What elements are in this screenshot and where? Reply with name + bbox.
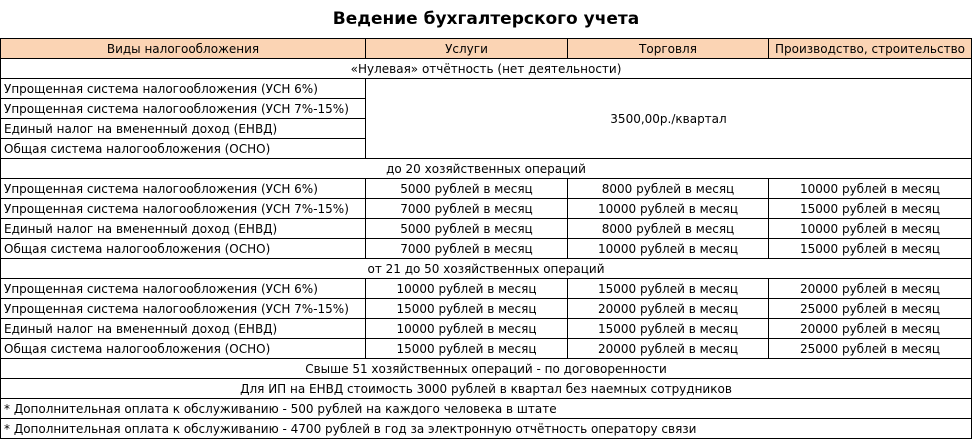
production-price-cell: 15000 рублей в месяц <box>769 239 972 259</box>
trade-price-cell: 10000 рублей в месяц <box>568 239 769 259</box>
header-tax-types: Виды налогообложения <box>1 39 366 59</box>
tax-type-cell: Единый налог на вмененный доход (ЕНВД) <box>1 219 366 239</box>
tax-type-cell: Общая система налогообложения (ОСНО) <box>1 239 366 259</box>
trade-price-cell: 15000 рублей в месяц <box>568 279 769 299</box>
services-price-cell: 7000 рублей в месяц <box>366 239 568 259</box>
section-title-21-to-50: от 21 до 50 хозяйственных операций <box>1 259 972 279</box>
tax-type-cell: Общая система налогообложения (ОСНО) <box>1 339 366 359</box>
header-production: Производство, строительство <box>769 39 972 59</box>
production-price-cell: 20000 рублей в месяц <box>769 319 972 339</box>
tax-type-cell: Единый налог на вмененный доход (ЕНВД) <box>1 319 366 339</box>
header-services: Услуги <box>366 39 568 59</box>
table-row <box>1 199 972 219</box>
tax-type-cell: Упрощенная система налогообложения (УСН 6%) <box>1 179 366 199</box>
tax-type-cell: Упрощенная система налогообложения (УСН 7%-15%) <box>1 199 366 219</box>
tax-type-cell: Упрощенная система налогообложения (УСН 6%) <box>1 279 366 299</box>
trade-price-cell: 10000 рублей в месяц <box>568 199 769 219</box>
trade-price-cell: 20000 рублей в месяц <box>568 339 769 359</box>
production-price-cell: 15000 рублей в месяц <box>769 199 972 219</box>
tax-type-cell: Упрощенная система налогообложения (УСН 6%) <box>1 79 366 99</box>
services-price-cell: 15000 рублей в месяц <box>366 339 568 359</box>
header-row <box>1 39 972 59</box>
tax-type-cell: Упрощенная система налогообложения (УСН 7%-15%) <box>1 99 366 119</box>
services-price-cell: 7000 рублей в месяц <box>366 199 568 219</box>
header-trade: Торговля <box>568 39 769 59</box>
services-price-cell: 15000 рублей в месяц <box>366 299 568 319</box>
production-price-cell: 20000 рублей в месяц <box>769 279 972 299</box>
zero-price-cell: 3500,00р./квартал <box>366 79 972 159</box>
table-row <box>1 279 972 299</box>
table-row <box>1 79 972 99</box>
table-row <box>1 239 972 259</box>
section-title-up-to-20: до 20 хозяйственных операций <box>1 159 972 179</box>
production-price-cell: 10000 рублей в месяц <box>769 219 972 239</box>
production-price-cell: 10000 рублей в месяц <box>769 179 972 199</box>
table-row <box>1 179 972 199</box>
table-row <box>1 219 972 239</box>
trade-price-cell: 8000 рублей в месяц <box>568 179 769 199</box>
table-row <box>1 299 972 319</box>
tax-type-cell: Единый налог на вмененный доход (ЕНВД) <box>1 119 366 139</box>
production-price-cell: 25000 рублей в месяц <box>769 339 972 359</box>
trade-price-cell: 15000 рублей в месяц <box>568 319 769 339</box>
trade-price-cell: 8000 рублей в месяц <box>568 219 769 239</box>
tax-type-cell: Общая система налогообложения (ОСНО) <box>1 139 366 159</box>
page-title: Ведение бухгалтерского учета <box>1 0 972 39</box>
over-51-note: Свыше 51 хозяйственных операций - по договоренности <box>1 359 972 379</box>
services-price-cell: 5000 рублей в месяц <box>366 219 568 239</box>
services-price-cell: 10000 рублей в месяц <box>366 319 568 339</box>
services-price-cell: 5000 рублей в месяц <box>366 179 568 199</box>
footnote-staff: * Дополнительная оплата к обслуживанию - 500 рублей на каждого человека в штате <box>1 399 972 419</box>
table-row <box>1 319 972 339</box>
trade-price-cell: 20000 рублей в месяц <box>568 299 769 319</box>
table-row <box>1 339 972 359</box>
production-price-cell: 25000 рублей в месяц <box>769 299 972 319</box>
services-price-cell: 10000 рублей в месяц <box>366 279 568 299</box>
section-title-zero: «Нулевая» отчётность (нет деятельности) <box>1 59 972 79</box>
footnote-e-reporting: * Дополнительная оплата к обслуживанию - 4700 рублей в год за электронную отчётность оператору связи <box>1 419 972 439</box>
ip-envd-note: Для ИП на ЕНВД стоимость 3000 рублей в квартал без наемных сотрудников <box>1 379 972 399</box>
tax-type-cell: Упрощенная система налогообложения (УСН 7%-15%) <box>1 299 366 319</box>
